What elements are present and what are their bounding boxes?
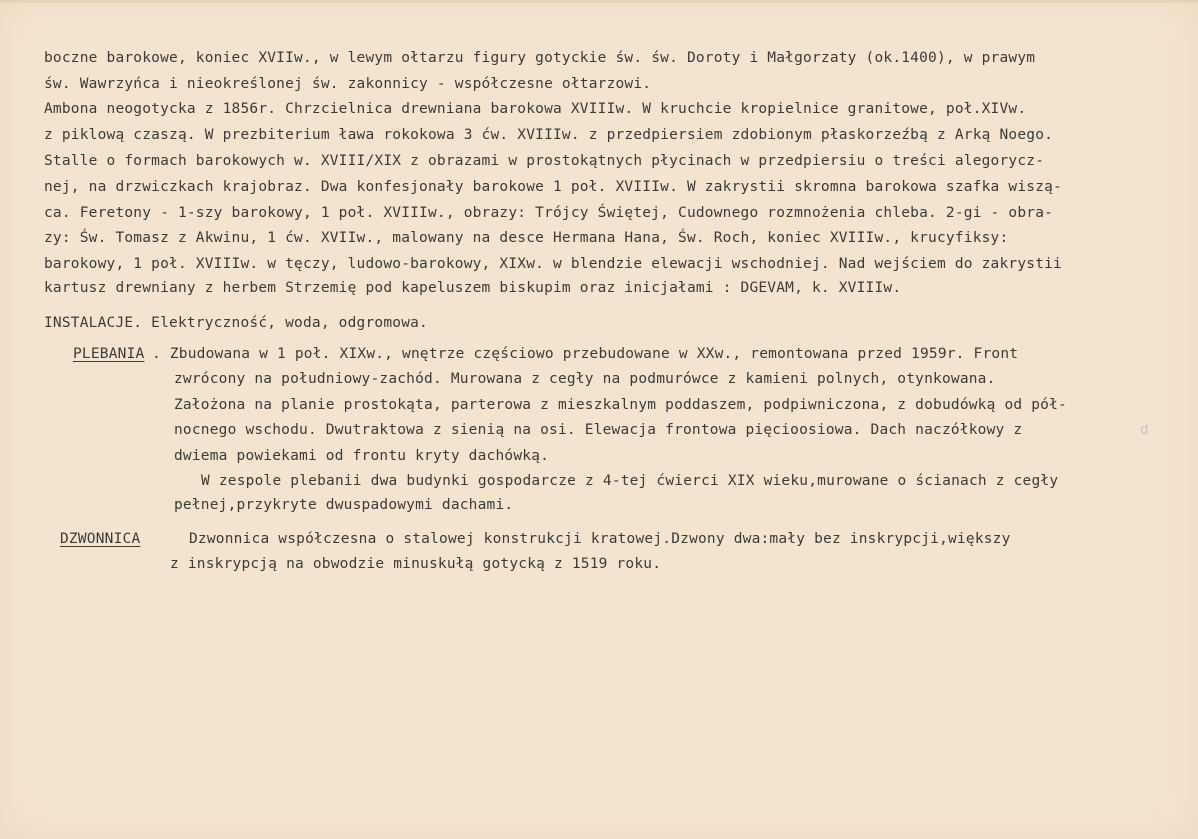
plebania-line-5: dwiema powiekami od frontu kryty dachówką.: [174, 448, 550, 464]
text-line-3: Ambona neogotycka z 1856r. Chrzcielnica drewniana barokowa XVIIIw. W kruchcie kropielnice granitowe, poł.XIVw.: [44, 101, 1027, 117]
plebania-line-6: W zespole plebanii dwa budynki gospodarcze z 4-tej ćwierci XIX wieku,murowane o ścianach z cegły: [201, 473, 1059, 489]
dzwonnica-line-1: Dzwonnica współczesna o stalowej konstrukcji kratowej.Dzwony dwa:mały bez inskrypcji,większy: [189, 531, 1011, 547]
faint-letter: d: [1140, 422, 1149, 438]
plebania-line-3: Założona na planie prostokąta, parterowa z mieszkalnym poddaszem, podpiwniczona, z dobudówką od pół-: [174, 397, 1067, 413]
text-line-5: Stalle o formach barokowych w. XVIII/XIX z obrazami w prostokątnych płycinach w przedpiersiu o treści alegorycz-: [44, 153, 1045, 169]
text-line-4: z piklową czaszą. W prezbiterium ława rokokowa 3 ćw. XVIIIw. z przedpiersiem zdobionym płaskorzeźbą z Arką Noego.: [44, 127, 1054, 143]
plebania-line-2: zwrócony na południowy-zachód. Murowana z cegły na podmurówce z kamieni polnych, otynkowana.: [174, 371, 996, 387]
instalacje-line: INSTALACJE. Elektryczność, woda, odgromowa.: [44, 315, 428, 331]
plebania-heading: PLEBANIA: [73, 346, 145, 362]
text-line-9: barokowy, 1 poł. XVIIIw. w tęczy, ludowo-barokowy, XIXw. w blendzie elewacji wschodniej. Nad wejściem do zakrystii: [44, 256, 1062, 272]
text-line-8: zy: Św. Tomasz z Akwinu, 1 ćw. XVIIw., malowany na desce Hermana Hana, Św. Roch, koniec XVIIIw., krucyfiksy:: [44, 230, 1009, 246]
text-line-10: kartusz drewniany z herbem Strzemię pod kapeluszem biskupim oraz inicjałami : DGEVAM, k. XVIIIw.: [44, 280, 902, 296]
plebania-line-4: nocnego wschodu. Dwutraktowa z sienią na osi. Elewacja frontowa pięcioosiowa. Dach naczółkowy z: [174, 422, 1023, 438]
plebania-line-1: . Zbudowana w 1 poł. XIXw., wnętrze częściowo przebudowane w XXw., remontowana przed 1959r. Front: [152, 346, 1019, 362]
text-line-6: nej, na drzwiczkach krajobraz. Dwa konfesjonały barokowe 1 poł. XVIIIw. W zakrystii skromna barokowa szafka wiszą-: [44, 179, 1062, 195]
dzwonnica-heading: DZWONNICA: [60, 531, 141, 547]
plebania-line-7: pełnej,przykryte dwuspadowymi dachami.: [174, 497, 514, 513]
page-top-edge: [0, 0, 1198, 3]
text-line-7: ca. Feretony - 1-szy barokowy, 1 poł. XVIIIw., obrazy: Trójcy Świętej, Cudownego rozmnożenia chleba. 2-gi - obra-: [44, 205, 1054, 221]
text-line-1: boczne barokowe, koniec XVIIw., w lewym ołtarzu figury gotyckie św. św. Doroty i Małgorzaty (ok.1400), w prawym: [44, 50, 1036, 66]
dzwonnica-line-2: z inskrypcją na obwodzie minuskułą gotycką z 1519 roku.: [170, 556, 662, 572]
text-line-2: św. Wawrzyńca i nieokreślonej św. zakonnicy - współczesne ołtarzowi.: [44, 76, 652, 92]
